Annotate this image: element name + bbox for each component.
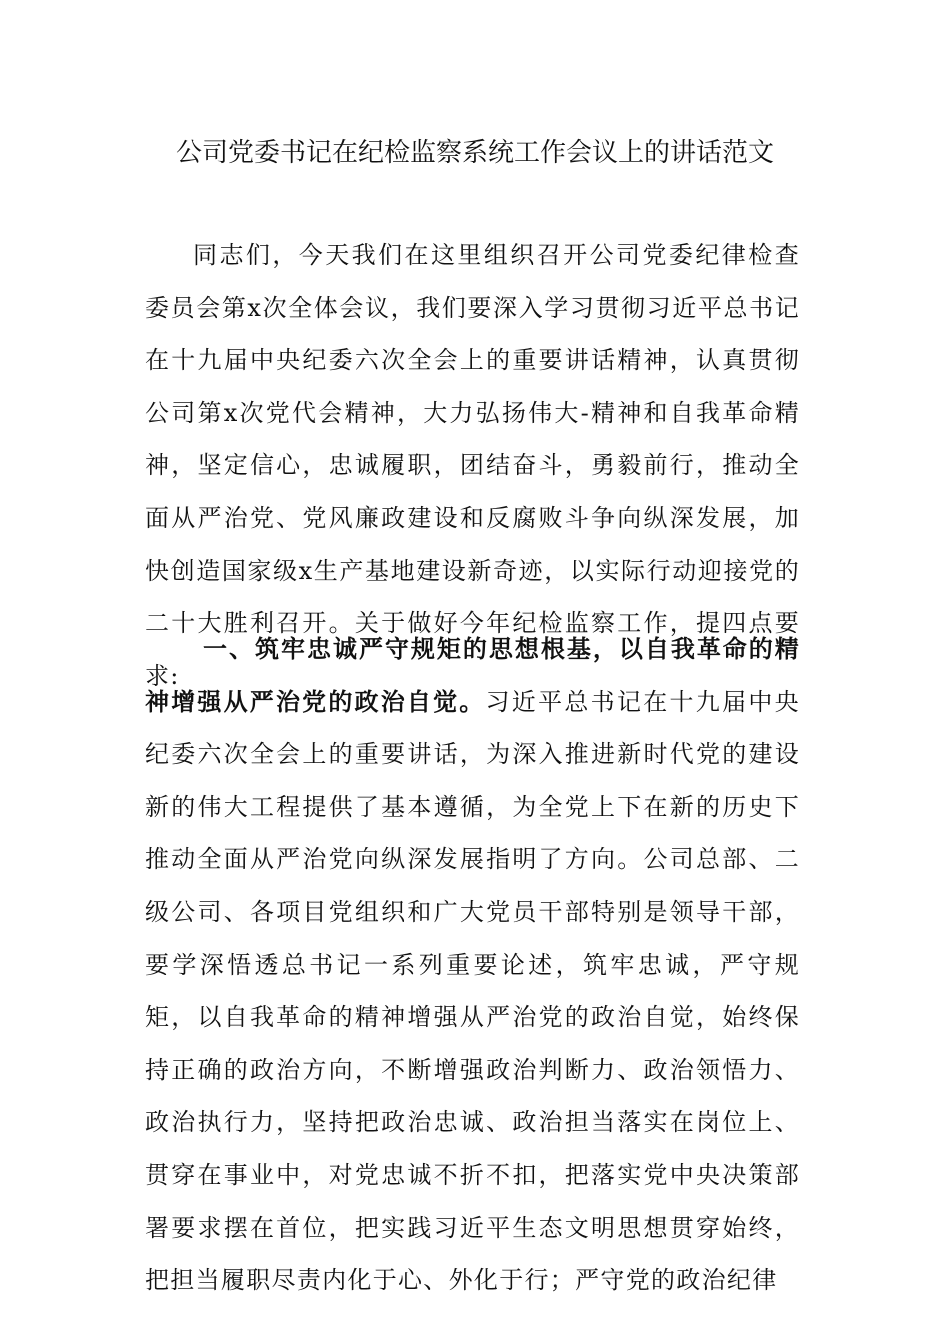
section-one-heading: 一、筑牢忠诚严守规矩的思想根基，以自我革命的精神增强从严治党的政治自觉。 bbox=[145, 635, 800, 716]
paragraph-intro-text: 同志们，今天我们在这里组织召开公司党委纪律检查委员会第x次全体会议，我们要深入学习贯彻习近平总书记在十九届中央纪委六次全会上的重要讲话精神，认真贯彻公司第x次党代会精神，大力弘扬伟大-精神和自我革命精神，坚定信心，忠诚履职，团结奋斗，勇毅前行，推动全面从严治党、党风廉政建设和反腐败斗争向纵深发展，加快创造国家级x生产基地建设新奇迹，以实际行动迎接党的二十大胜利召开。关于做好今年纪检监察工作，提四点要求: bbox=[145, 241, 800, 690]
paragraph-section-one bbox=[145, 623, 800, 1307]
section-one-text: 习近平总书记在十九届中央纪委六次全会上的重要讲话，为深入推进新时代党的建设新的伟大工程提供了基本遵循，为全党上下在新的历史下推动全面从严治党向纵深发展指明了方向。公司总部、二级公司、各项目党组织和广大党员干部特别是领导干部，要学深悟透总书记一系列重要论述，筑牢忠诚，严守规矩，以自我革命的精神增强从严治党的政治自觉，始终保持正确的政治方向，不断增强政治判断力、政治领悟力、政治执行力，坚持把政治忠诚、政治担当落实在岗位上、贯穿在事业中，对党忠诚不折不扣，把落实党中央决策部署要求摆在首位，把实践习近平生态文明思想贯穿始终，把担当履职尽责内化于心、外化于行；严守党的政治纪律 bbox=[145, 687, 800, 1295]
document-title: 公司党委书记在纪检监察系统工作会议上的讲话范文 bbox=[175, 138, 774, 168]
